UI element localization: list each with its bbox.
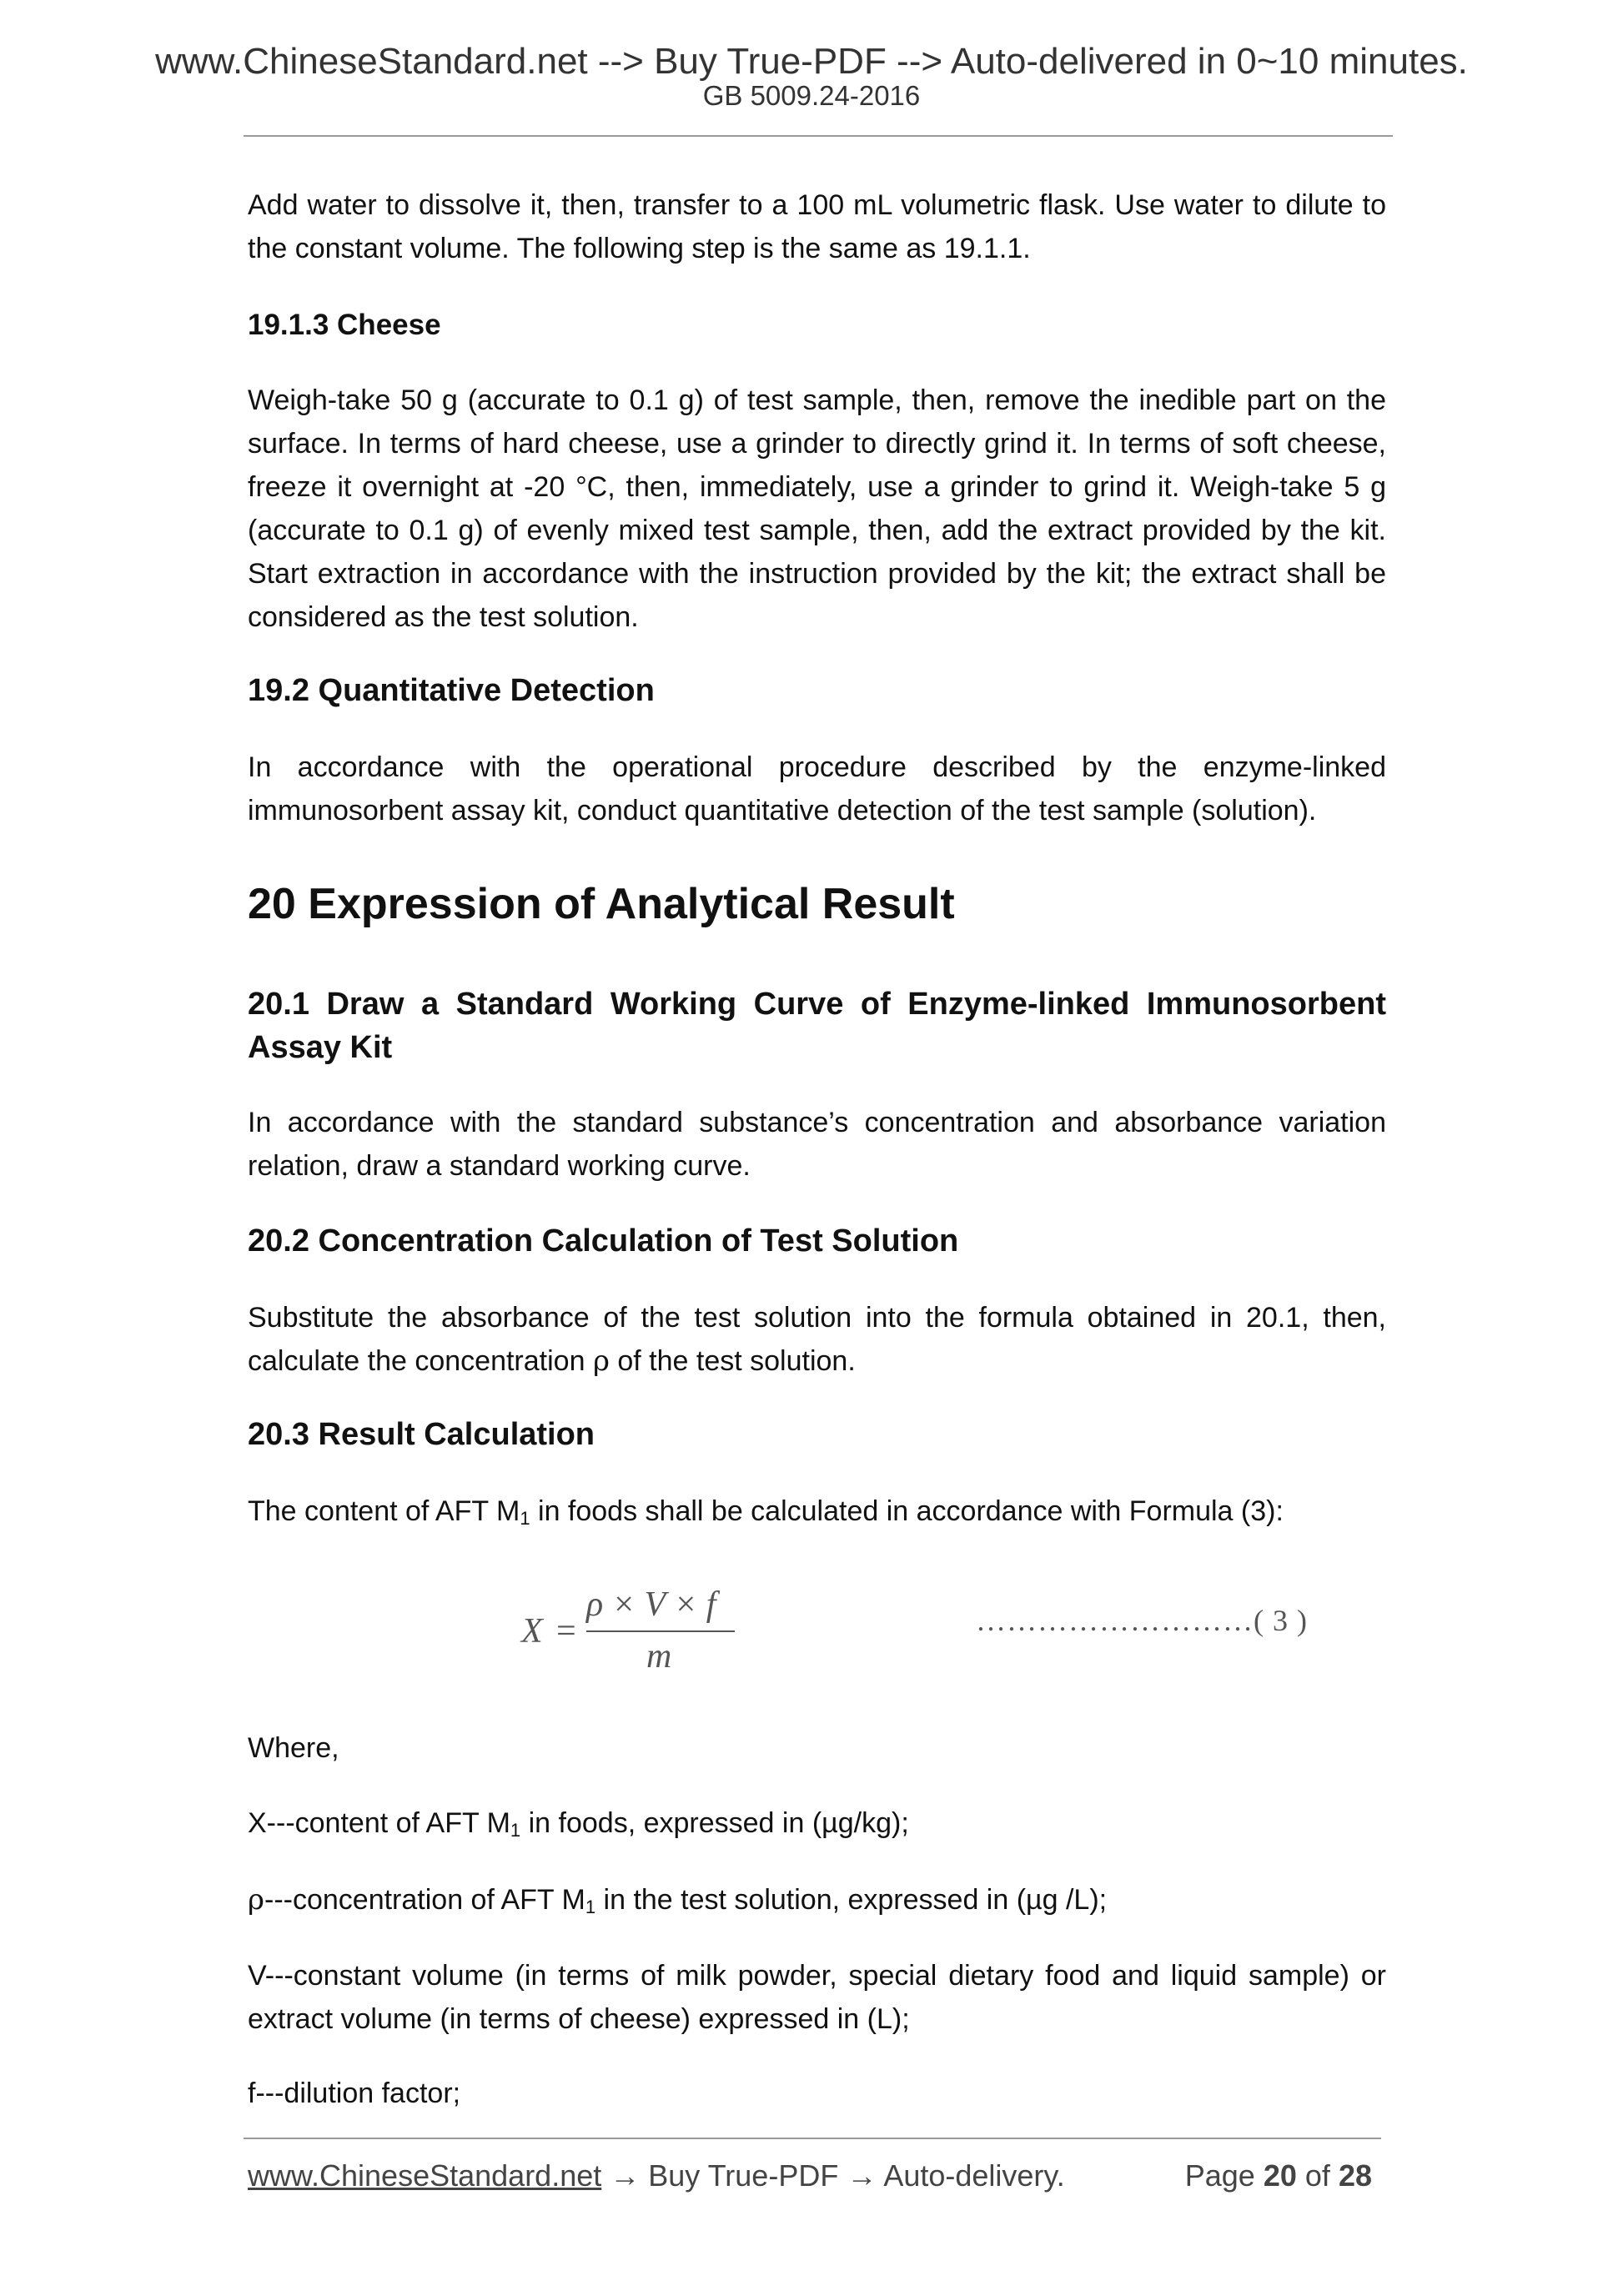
definition-x: X---content of AFT $M_1$ in foods, expressed in (µg/kg);	[248, 1807, 909, 1841]
heading-20-1: 20.1 Draw a Standard Working Curve of Enzyme-linked Immunosorbent Assay Kit	[248, 987, 1386, 1065]
cheese-paragraph: Weigh-take 50 g (accurate to 0.1 g) of test sample, then, remove the inedible part on the surface. In terms of hard cheese, use a grinder to directly grind it. In terms of soft cheese, freeze it overnight at -20 °C, then, immediately, use a grinder to grind it. Weigh-take 5 g (accurate to 0.1 g) of evenly mixed test sample, then, add the extract provided by the kit. Start extraction in accordance with the instruction provided by the kit; the extract shall be considered as the test solution.	[248, 384, 1386, 633]
heading-20-3: 20.3 Result Calculation	[248, 1417, 595, 1452]
where-label: Where,	[248, 1732, 339, 1764]
quantitative-detection-paragraph: In accordance with the operational procedure described by the enzyme-linked immunosorbent assay kit, conduct quantitative detection of the test sample (solution).	[248, 751, 1386, 826]
concentration-paragraph: Substitute the absorbance of the test solution into the formula obtained in 20.1, then, calculate the concentration ρ of the test solution.	[248, 1302, 1386, 1378]
top-banner[interactable]: www.ChineseStandard.net --> Buy True-PDF --> Auto-delivered in 0~10 minutes.	[155, 41, 1468, 82]
footer-site-link[interactable]: www.ChineseStandard.net	[248, 2158, 602, 2193]
result-calculation-paragraph: The content of AFT $M_1$ in foods shall be calculated in accordance with Formula (3):	[248, 1495, 1284, 1529]
definition-f: f---dilution factor;	[248, 2077, 461, 2109]
formula-denominator: m	[646, 1637, 672, 1676]
formula-lhs: X	[521, 1612, 543, 1650]
heading-20: 20 Expression of Analytical Result	[248, 880, 955, 928]
rho-symbol: ρ	[592, 1344, 610, 1378]
fraction-bar	[586, 1630, 735, 1632]
document-id: GB 5009.24-2016	[702, 80, 921, 111]
heading-19-1-3: 19.1.3 Cheese	[248, 309, 441, 341]
formula-3	[521, 1585, 1397, 1685]
total-pages: 28	[1338, 2158, 1372, 2193]
footer-tagline: → Buy True-PDF → Auto-delivery.	[601, 2158, 1065, 2193]
intro-paragraph: Add water to dissolve it, then, transfer to a 100 mL volumetric flask. Use water to dilute to the constant volume. The following step is the same as 19.1.1.	[248, 189, 1386, 264]
formula-numerator: ρ × V × f	[586, 1585, 716, 1624]
page-indicator: Page 20 of 28	[1184, 2158, 1372, 2193]
formula-equals: =	[556, 1612, 576, 1650]
header-divider	[244, 135, 1393, 137]
heading-20-2: 20.2 Concentration Calculation of Test Solution	[248, 1223, 959, 1259]
page-footer	[248, 2158, 1382, 2200]
formula-number: ………………………( 3 )	[976, 1604, 1308, 1637]
definition-v: V---constant volume (in terms of milk powder, special dietary food and liquid sample) or extract volume (in terms of cheese) expressed in (L);	[248, 1960, 1386, 2035]
footer-divider	[244, 2138, 1381, 2139]
heading-19-2: 19.2 Quantitative Detection	[248, 673, 655, 708]
standard-curve-paragraph: In accordance with the standard substance’s concentration and absorbance variation relation, draw a standard working curve.	[248, 1107, 1386, 1182]
current-page: 20	[1263, 2158, 1297, 2193]
definition-rho: ρ---concentration of AFT $M_1$ in the test solution, expressed in (µg /L);	[248, 1883, 1108, 1917]
